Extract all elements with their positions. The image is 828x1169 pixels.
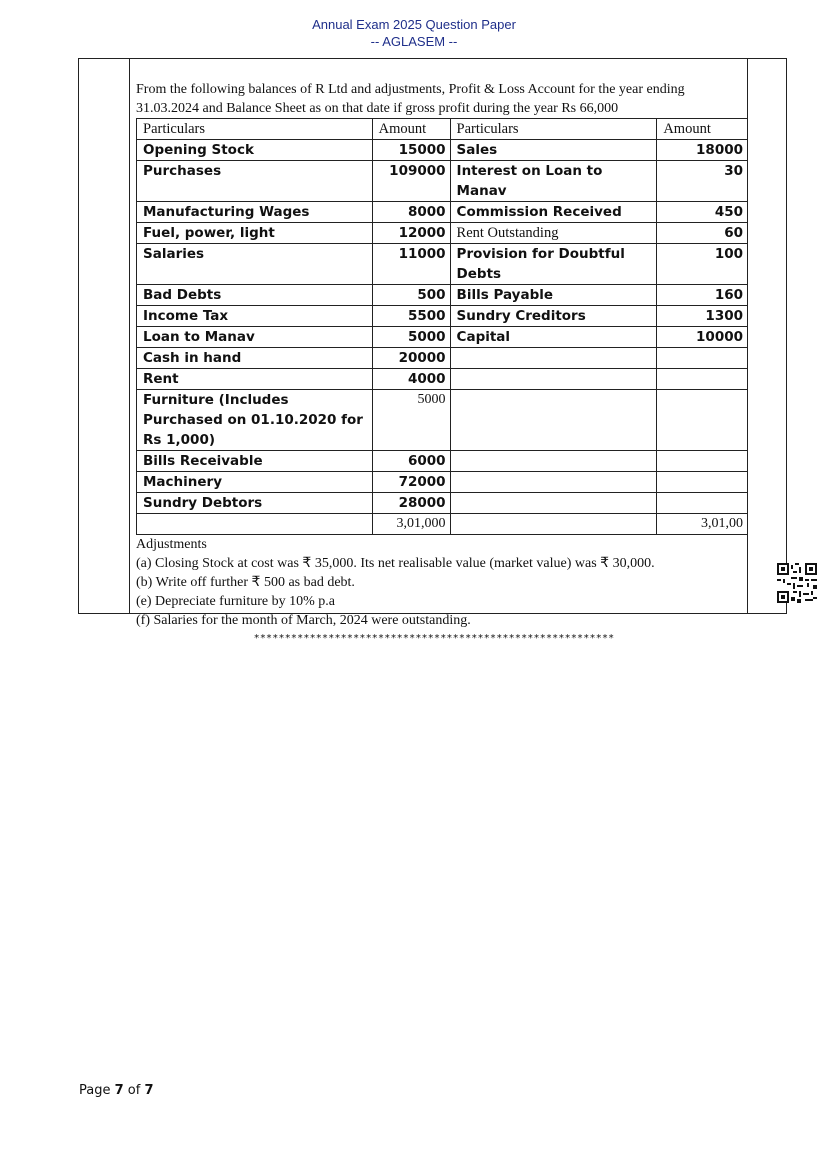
total-right-amount: 3,01,00 bbox=[657, 514, 748, 535]
total-left-label bbox=[137, 514, 373, 535]
row-left-label: Bad Debts bbox=[137, 285, 373, 306]
header-particulars-left: Particulars bbox=[137, 119, 373, 140]
row-left-amount: 11000 bbox=[372, 244, 450, 285]
row-right-amount bbox=[657, 348, 748, 369]
row-left-amount: 4000 bbox=[372, 369, 450, 390]
page-total: 7 bbox=[144, 1083, 154, 1098]
table-row bbox=[137, 348, 748, 369]
frame-divider-left bbox=[129, 59, 130, 613]
row-right-amount: 160 bbox=[657, 285, 748, 306]
row-left-label: Income Tax bbox=[137, 306, 373, 327]
row-left-label: Furniture (Includes Purchased on 01.10.2020 for Rs 1,000) bbox=[137, 390, 373, 451]
table-row bbox=[137, 244, 748, 285]
row-left-amount: 28000 bbox=[372, 493, 450, 514]
table-row bbox=[137, 369, 748, 390]
table-row bbox=[137, 285, 748, 306]
table-row bbox=[137, 140, 748, 161]
adjustment-item: (e) Depreciate furniture by 10% p.a bbox=[136, 594, 336, 609]
row-right-amount: 10000 bbox=[657, 327, 748, 348]
row-left-amount: 5500 bbox=[372, 306, 450, 327]
header-amount-right: Amount bbox=[657, 119, 748, 140]
page-current: 7 bbox=[114, 1083, 124, 1098]
row-right-label bbox=[450, 472, 657, 493]
total-right-label bbox=[450, 514, 657, 535]
row-left-label: Fuel, power, light bbox=[137, 223, 373, 244]
row-right-label: Bills Payable bbox=[450, 285, 657, 306]
row-left-label: Bills Receivable bbox=[137, 451, 373, 472]
table-total-row bbox=[137, 514, 748, 535]
row-left-amount: 6000 bbox=[372, 451, 450, 472]
header-title: Annual Exam 2025 Question Paper bbox=[312, 17, 516, 32]
row-left-label: Machinery bbox=[137, 472, 373, 493]
table-row bbox=[137, 223, 748, 244]
question-intro: From the following balances of R Ltd and adjustments, Profit & Loss Account for the year ending 31.03.2024 and Balance Sheet as on that date if gross profit during the year Rs 66,000 bbox=[136, 82, 685, 116]
row-right-amount bbox=[657, 390, 748, 451]
adjustment-item: (f) Salaries for the month of March, 2024 were outstanding. bbox=[136, 613, 471, 628]
page-number bbox=[79, 1083, 154, 1098]
table-row bbox=[137, 472, 748, 493]
table-row bbox=[137, 306, 748, 327]
row-left-amount: 8000 bbox=[372, 202, 450, 223]
row-right-label: Sales bbox=[450, 140, 657, 161]
question-content bbox=[136, 80, 748, 630]
row-right-amount bbox=[657, 369, 748, 390]
row-right-label: Commission Received bbox=[450, 202, 657, 223]
trial-balance-table bbox=[136, 118, 748, 535]
row-left-label: Manufacturing Wages bbox=[137, 202, 373, 223]
row-right-label bbox=[450, 451, 657, 472]
table-row bbox=[137, 161, 748, 202]
row-right-label bbox=[450, 493, 657, 514]
table-row bbox=[137, 202, 748, 223]
page-prefix: Page bbox=[79, 1083, 115, 1098]
header-subtitle: -- AGLASEM -- bbox=[370, 34, 458, 49]
table-row bbox=[137, 327, 748, 348]
table-row bbox=[137, 493, 748, 514]
row-right-amount: 60 bbox=[657, 223, 748, 244]
table-row bbox=[137, 451, 748, 472]
table-row bbox=[137, 390, 748, 451]
row-right-label: Sundry Creditors bbox=[450, 306, 657, 327]
header-amount-left: Amount bbox=[372, 119, 450, 140]
row-left-label: Opening Stock bbox=[137, 140, 373, 161]
row-left-label: Sundry Debtors bbox=[137, 493, 373, 514]
row-left-amount: 500 bbox=[372, 285, 450, 306]
end-separator: ********************************************************** bbox=[253, 633, 615, 644]
row-left-label: Purchases bbox=[137, 161, 373, 202]
total-left-amount: 3,01,000 bbox=[372, 514, 450, 535]
row-left-amount: 109000 bbox=[372, 161, 450, 202]
row-left-amount: 5000 bbox=[372, 327, 450, 348]
row-left-amount: 20000 bbox=[372, 348, 450, 369]
table-header-row bbox=[137, 119, 748, 140]
row-right-amount bbox=[657, 451, 748, 472]
row-right-label: Capital bbox=[450, 327, 657, 348]
row-right-label bbox=[450, 348, 657, 369]
adjustments-title: Adjustments bbox=[136, 537, 207, 552]
qr-code-icon bbox=[777, 563, 817, 603]
row-left-label: Rent bbox=[137, 369, 373, 390]
adjustment-item: (a) Closing Stock at cost was ₹ 35,000. Its net realisable value (market value) was ₹ 30,000. bbox=[136, 556, 655, 571]
row-left-amount: 5000 bbox=[372, 390, 450, 451]
row-right-amount: 1300 bbox=[657, 306, 748, 327]
row-left-amount: 15000 bbox=[372, 140, 450, 161]
adjustment-item: (b) Write off further ₹ 500 as bad debt. bbox=[136, 575, 355, 590]
row-right-label: Rent Outstanding bbox=[450, 223, 657, 244]
row-right-label: Provision for Doubtful Debts bbox=[450, 244, 657, 285]
page-middle: of bbox=[123, 1083, 145, 1098]
header-particulars-right: Particulars bbox=[450, 119, 657, 140]
row-right-amount: 100 bbox=[657, 244, 748, 285]
row-right-amount bbox=[657, 493, 748, 514]
row-right-label: Interest on Loan to Manav bbox=[450, 161, 657, 202]
row-right-amount bbox=[657, 472, 748, 493]
row-right-label bbox=[450, 390, 657, 451]
row-right-amount: 450 bbox=[657, 202, 748, 223]
row-right-label bbox=[450, 369, 657, 390]
row-left-label: Salaries bbox=[137, 244, 373, 285]
row-left-label: Cash in hand bbox=[137, 348, 373, 369]
row-left-amount: 72000 bbox=[372, 472, 450, 493]
row-right-amount: 18000 bbox=[657, 140, 748, 161]
row-right-amount: 30 bbox=[657, 161, 748, 202]
row-left-label: Loan to Manav bbox=[137, 327, 373, 348]
row-left-amount: 12000 bbox=[372, 223, 450, 244]
